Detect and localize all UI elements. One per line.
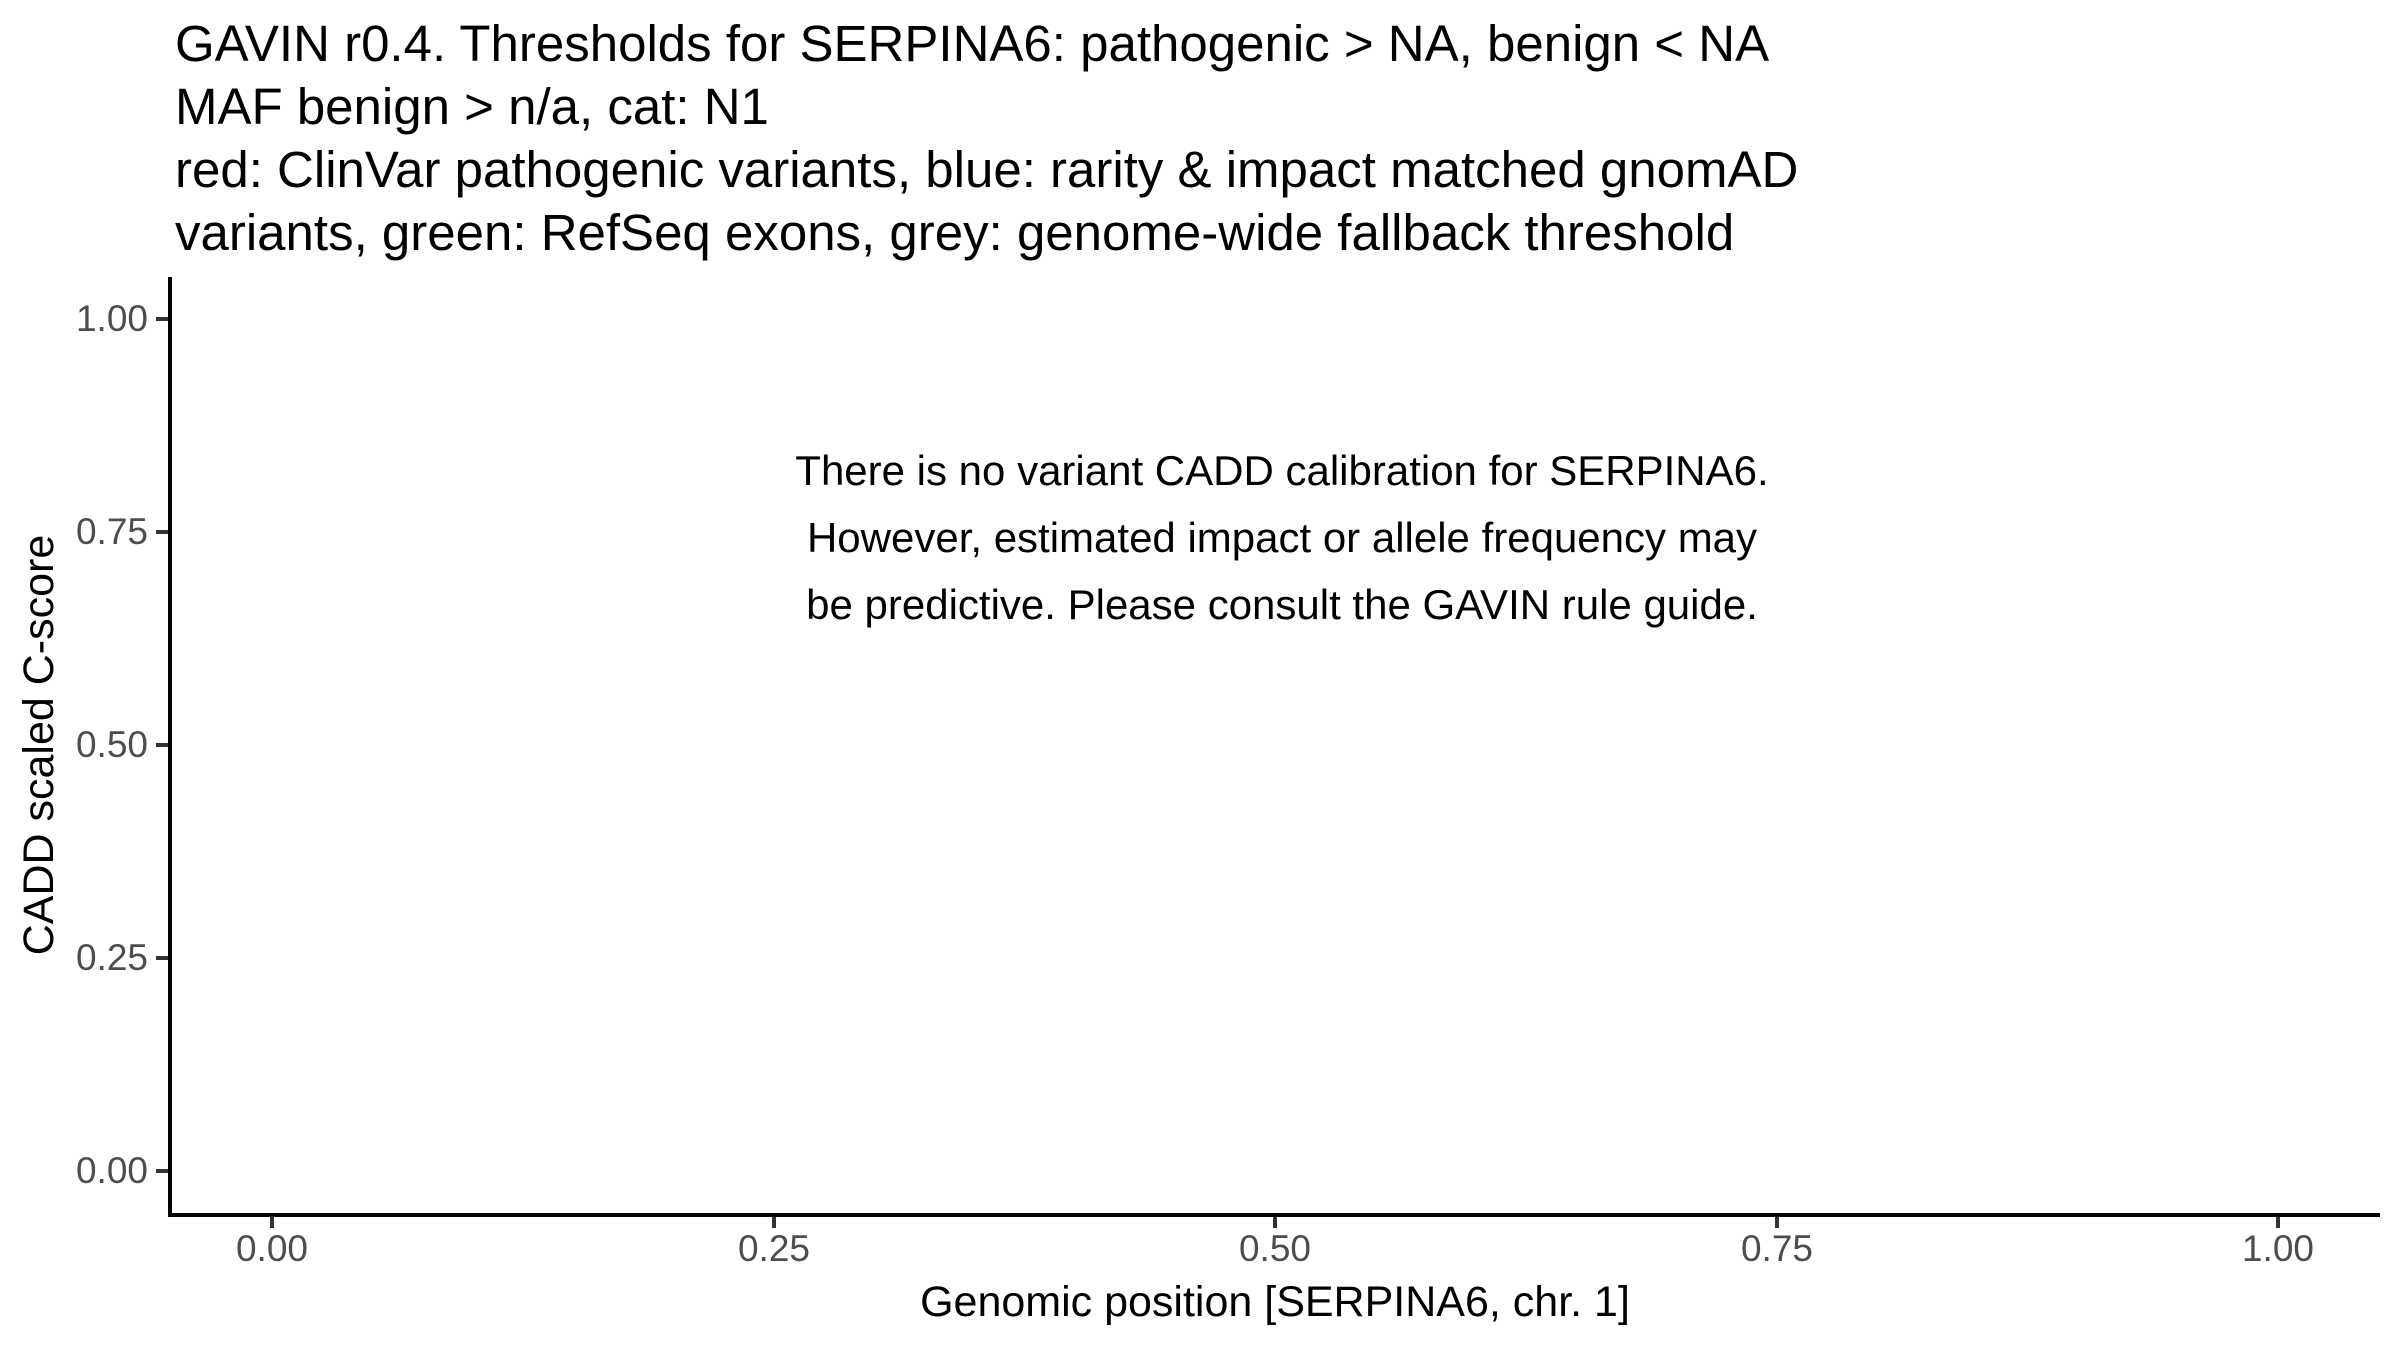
x-tick-mark: [2276, 1217, 2280, 1228]
plot-panel: [172, 277, 2378, 1214]
x-tick-mark: [270, 1217, 274, 1228]
y-tick-label: 0.25: [75, 937, 148, 978]
plot-title-line-3: red: ClinVar pathogenic variants, blue: rarity & impact matched gnomAD: [175, 141, 1799, 198]
y-tick-label: 0.50: [75, 724, 148, 765]
y-tick-mark: [156, 1169, 168, 1173]
y-tick-mark: [156, 530, 168, 534]
x-tick-label: 0.25: [737, 1228, 810, 1269]
plot-title-line-2: MAF benign > n/a, cat: N1: [175, 78, 769, 135]
x-tick-mark: [1273, 1217, 1277, 1228]
y-tick-mark: [156, 743, 168, 747]
x-tick-label: 1.00: [2241, 1228, 2314, 1269]
x-tick-mark: [1775, 1217, 1779, 1228]
x-tick-mark: [772, 1217, 776, 1228]
y-tick-mark: [156, 956, 168, 960]
plot-title-line-4: variants, green: RefSeq exons, grey: genome-wide fallback threshold: [175, 204, 1735, 261]
y-tick-label: 0.75: [75, 511, 148, 552]
plot-title: [175, 12, 1798, 264]
annotation-line-2: However, estimated impact or allele frequency may: [806, 514, 1758, 561]
annotation-line-3: be predictive. Please consult the GAVIN rule guide.: [806, 581, 1758, 628]
y-tick-label: 0.00: [75, 1150, 148, 1191]
x-axis-title: Genomic position [SERPINA6, chr. 1]: [920, 1278, 1630, 1326]
plot-title-line-1: GAVIN r0.4. Thresholds for SERPINA6: pathogenic > NA, benign < NA: [175, 15, 1770, 72]
annotation-text: [682, 437, 1882, 638]
y-axis-line: [168, 277, 172, 1217]
y-axis-title: CADD scaled C-score: [15, 534, 63, 956]
y-tick-mark: [156, 317, 168, 321]
x-tick-label: 0.00: [235, 1228, 308, 1269]
x-tick-label: 0.50: [1238, 1228, 1311, 1269]
annotation-line-1: There is no variant CADD calibration for SERPINA6.: [795, 447, 1769, 494]
x-tick-label: 0.75: [1740, 1228, 1813, 1269]
y-tick-label: 1.00: [75, 298, 148, 339]
